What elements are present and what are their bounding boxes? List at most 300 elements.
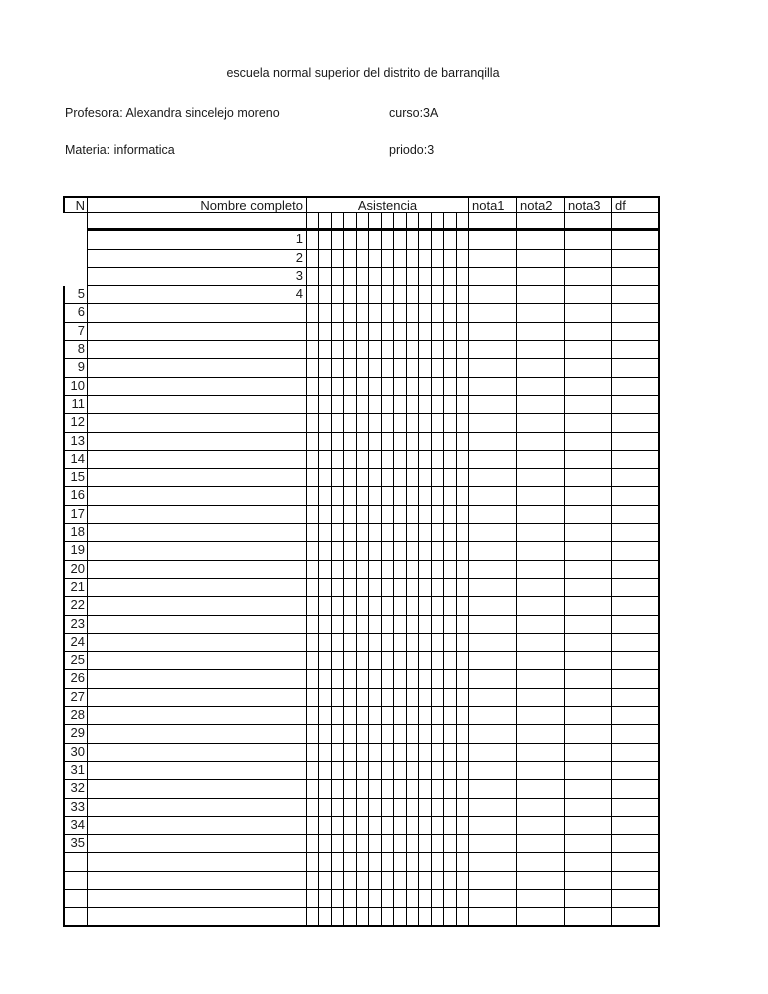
nota1-cell <box>469 359 517 377</box>
df-cell <box>612 341 660 359</box>
attendance-cell <box>369 250 381 268</box>
attendance-cell <box>457 762 469 780</box>
attendance-cell <box>357 487 369 505</box>
attendance-cell <box>307 250 319 268</box>
row-number-cell: 26 <box>63 670 88 688</box>
attendance-cell <box>432 414 444 432</box>
attendance-cell <box>407 561 419 579</box>
attendance-cell <box>432 597 444 615</box>
nota1-cell <box>469 286 517 304</box>
row-number-cell: 34 <box>63 817 88 835</box>
attendance-cell <box>369 268 381 286</box>
attendance-cell <box>419 799 431 817</box>
table-row <box>63 689 660 707</box>
table-row <box>63 323 660 341</box>
df-cell <box>612 506 660 524</box>
row-number-cell: 5 <box>63 286 88 304</box>
attendance-cell <box>382 799 394 817</box>
attendance-cell <box>319 268 331 286</box>
attendance-cells <box>307 872 469 890</box>
attendance-cell <box>319 506 331 524</box>
attendance-cell <box>332 597 344 615</box>
attendance-cell <box>394 652 406 670</box>
row-number-cell: 25 <box>63 652 88 670</box>
attendance-cell <box>307 634 319 652</box>
row-number-cell: 28 <box>63 707 88 725</box>
student-name-cell <box>88 652 307 670</box>
nota3-cell <box>565 396 612 414</box>
attendance-cell <box>432 469 444 487</box>
attendance-cell <box>382 707 394 725</box>
attendance-cell <box>344 780 356 798</box>
attendance-cell <box>319 652 331 670</box>
nota3-cell <box>565 506 612 524</box>
row-number-cell: 11 <box>63 396 88 414</box>
table-row <box>63 725 660 743</box>
attendance-cell <box>357 908 369 926</box>
nota3-cell <box>565 616 612 634</box>
attendance-cell <box>444 378 456 396</box>
attendance-cell <box>382 250 394 268</box>
attendance-cell <box>457 652 469 670</box>
table-row <box>63 799 660 817</box>
student-name-cell <box>88 744 307 762</box>
attendance-cell <box>344 872 356 890</box>
attendance-cell <box>444 506 456 524</box>
attendance-cell <box>357 414 369 432</box>
attendance-cell <box>407 872 419 890</box>
attendance-cell <box>369 597 381 615</box>
attendance-cell <box>382 378 394 396</box>
student-name-cell <box>88 304 307 322</box>
attendance-cell <box>344 451 356 469</box>
student-name-cell <box>88 433 307 451</box>
attendance-cell <box>432 908 444 926</box>
df-cell <box>612 908 660 926</box>
row-number-cell: 23 <box>63 616 88 634</box>
nota3-cell <box>565 469 612 487</box>
attendance-cell <box>307 616 319 634</box>
row-number-cell: 32 <box>63 780 88 798</box>
student-name-cell: 1 <box>88 231 307 249</box>
nota1-cell <box>469 561 517 579</box>
nota1-cell <box>469 250 517 268</box>
attendance-cell <box>457 451 469 469</box>
attendance-cell <box>407 670 419 688</box>
attendance-cells <box>307 524 469 542</box>
nota2-cell <box>517 908 565 926</box>
attendance-cell <box>457 433 469 451</box>
attendance-cell <box>419 378 431 396</box>
attendance-cell <box>357 853 369 871</box>
attendance-cell <box>457 817 469 835</box>
attendance-cell <box>444 762 456 780</box>
attendance-cell <box>332 579 344 597</box>
attendance-cell <box>407 213 419 231</box>
attendance-cell <box>332 616 344 634</box>
table-row <box>63 359 660 377</box>
nota2-cell <box>517 286 565 304</box>
attendance-cell <box>382 597 394 615</box>
nota3-cell <box>565 744 612 762</box>
attendance-cell <box>382 744 394 762</box>
nota2-cell <box>517 487 565 505</box>
table-row <box>63 396 660 414</box>
attendance-cell <box>394 908 406 926</box>
attendance-cell <box>432 725 444 743</box>
attendance-cell <box>307 853 319 871</box>
attendance-cell <box>307 231 319 249</box>
attendance-cell <box>369 286 381 304</box>
nota2-cell <box>517 762 565 780</box>
attendance-cell <box>307 597 319 615</box>
attendance-cell <box>394 359 406 377</box>
attendance-cell <box>357 689 369 707</box>
attendance-cell <box>344 817 356 835</box>
attendance-cell <box>332 670 344 688</box>
attendance-cell <box>307 304 319 322</box>
df-cell <box>612 634 660 652</box>
attendance-cell <box>457 872 469 890</box>
attendance-cell <box>432 872 444 890</box>
nota3-cell <box>565 304 612 322</box>
attendance-cell <box>319 359 331 377</box>
attendance-cell <box>444 872 456 890</box>
attendance-cell <box>419 616 431 634</box>
attendance-cell <box>307 542 319 560</box>
attendance-cell <box>382 561 394 579</box>
attendance-cell <box>419 323 431 341</box>
df-cell <box>612 725 660 743</box>
attendance-cell <box>332 762 344 780</box>
student-name-cell <box>88 396 307 414</box>
attendance-cell <box>407 378 419 396</box>
attendance-cell <box>407 689 419 707</box>
attendance-cell <box>357 634 369 652</box>
attendance-cell <box>382 506 394 524</box>
attendance-cell <box>307 817 319 835</box>
row-number-cell: 21 <box>63 579 88 597</box>
attendance-cell <box>394 231 406 249</box>
attendance-cell <box>307 725 319 743</box>
table-row <box>63 616 660 634</box>
attendance-cell <box>457 725 469 743</box>
df-cell <box>612 890 660 908</box>
attendance-cell <box>394 670 406 688</box>
df-cell <box>612 872 660 890</box>
row-number-cell: 12 <box>63 414 88 432</box>
nota1-cell <box>469 707 517 725</box>
df-cell <box>612 323 660 341</box>
attendance-cell <box>407 487 419 505</box>
student-name-cell <box>88 616 307 634</box>
row-number-cell: 10 <box>63 378 88 396</box>
attendance-cell <box>344 689 356 707</box>
attendance-cell <box>432 670 444 688</box>
attendance-cell <box>444 652 456 670</box>
attendance-cell <box>432 689 444 707</box>
attendance-cell <box>444 524 456 542</box>
student-name-cell <box>88 799 307 817</box>
attendance-cell <box>357 725 369 743</box>
attendance-cell <box>407 817 419 835</box>
attendance-cells <box>307 597 469 615</box>
attendance-cell <box>432 231 444 249</box>
attendance-cell <box>407 268 419 286</box>
attendance-cell <box>382 414 394 432</box>
attendance-cell <box>369 359 381 377</box>
attendance-cell <box>382 433 394 451</box>
attendance-cell <box>444 908 456 926</box>
nota1-cell <box>469 433 517 451</box>
nota2-cell <box>517 817 565 835</box>
nota1-cell <box>469 872 517 890</box>
student-name-cell <box>88 890 307 908</box>
table-row <box>63 670 660 688</box>
attendance-cell <box>382 542 394 560</box>
df-cell <box>612 268 660 286</box>
attendance-cell <box>444 689 456 707</box>
nota3-cell <box>565 670 612 688</box>
attendance-cell <box>419 213 431 231</box>
attendance-cell <box>369 780 381 798</box>
header-nota2-cell: nota2 <box>517 196 565 213</box>
nota2-cell <box>517 561 565 579</box>
nota3-cell <box>565 908 612 926</box>
attendance-cell <box>444 304 456 322</box>
attendance-cell <box>382 689 394 707</box>
attendance-cell <box>382 853 394 871</box>
student-name-cell <box>88 762 307 780</box>
attendance-cell <box>444 341 456 359</box>
attendance-cell <box>407 323 419 341</box>
attendance-cell <box>344 396 356 414</box>
attendance-cell <box>332 359 344 377</box>
attendance-cell <box>307 835 319 853</box>
attendance-cell <box>419 396 431 414</box>
df-cell <box>612 451 660 469</box>
nota3-cell <box>565 286 612 304</box>
df-cell <box>612 744 660 762</box>
attendance-cell <box>369 469 381 487</box>
attendance-cell <box>369 908 381 926</box>
nota3-cell <box>565 780 612 798</box>
attendance-cell <box>432 762 444 780</box>
attendance-cell <box>369 835 381 853</box>
attendance-cell <box>444 744 456 762</box>
nota2-cell <box>517 213 565 231</box>
table-row <box>63 561 660 579</box>
attendance-cell <box>307 744 319 762</box>
attendance-cell <box>332 341 344 359</box>
attendance-cell <box>319 323 331 341</box>
attendance-cell <box>332 780 344 798</box>
nota3-cell <box>565 341 612 359</box>
nota3-cell <box>565 433 612 451</box>
attendance-cell <box>432 250 444 268</box>
attendance-cell <box>357 433 369 451</box>
table-row <box>63 762 660 780</box>
df-cell <box>612 762 660 780</box>
attendance-cell <box>419 597 431 615</box>
nota1-cell <box>469 451 517 469</box>
grade-table <box>63 196 660 927</box>
attendance-cells <box>307 725 469 743</box>
attendance-cell <box>457 707 469 725</box>
attendance-cell <box>382 396 394 414</box>
attendance-cell <box>394 304 406 322</box>
table-row <box>63 890 660 908</box>
nota3-cell <box>565 597 612 615</box>
table-row <box>63 835 660 853</box>
nota2-cell <box>517 304 565 322</box>
nota1-cell <box>469 506 517 524</box>
nota3-cell <box>565 542 612 560</box>
nota1-cell <box>469 268 517 286</box>
attendance-cell <box>332 689 344 707</box>
attendance-cell <box>457 561 469 579</box>
attendance-cell <box>319 231 331 249</box>
attendance-cell <box>394 707 406 725</box>
attendance-cell <box>307 762 319 780</box>
attendance-cell <box>319 616 331 634</box>
row-number-cell <box>63 872 88 890</box>
nota3-cell <box>565 707 612 725</box>
attendance-cell <box>407 396 419 414</box>
table-row <box>63 231 660 249</box>
attendance-cell <box>319 579 331 597</box>
student-name-cell <box>88 341 307 359</box>
attendance-cell <box>457 396 469 414</box>
attendance-cell <box>369 524 381 542</box>
student-name-cell <box>88 451 307 469</box>
attendance-cell <box>407 433 419 451</box>
table-row <box>63 853 660 871</box>
attendance-cells <box>307 762 469 780</box>
attendance-cell <box>369 341 381 359</box>
attendance-cell <box>419 542 431 560</box>
attendance-cell <box>444 835 456 853</box>
attendance-cell <box>432 634 444 652</box>
attendance-cell <box>369 487 381 505</box>
nota1-cell <box>469 414 517 432</box>
nota3-cell <box>565 835 612 853</box>
attendance-cell <box>319 634 331 652</box>
df-cell <box>612 707 660 725</box>
attendance-cell <box>419 908 431 926</box>
attendance-cell <box>457 268 469 286</box>
nota3-cell <box>565 414 612 432</box>
attendance-cell <box>307 286 319 304</box>
attendance-cell <box>394 414 406 432</box>
attendance-cell <box>357 744 369 762</box>
attendance-cell <box>344 359 356 377</box>
attendance-cell <box>432 378 444 396</box>
attendance-cell <box>432 817 444 835</box>
attendance-cell <box>419 487 431 505</box>
student-name-cell <box>88 908 307 926</box>
attendance-cell <box>344 323 356 341</box>
attendance-cell <box>407 725 419 743</box>
attendance-cell <box>432 799 444 817</box>
nota2-cell <box>517 634 565 652</box>
attendance-cell <box>369 799 381 817</box>
nota1-cell <box>469 469 517 487</box>
attendance-cell <box>357 524 369 542</box>
attendance-cells <box>307 341 469 359</box>
attendance-cell <box>332 652 344 670</box>
attendance-cell <box>457 634 469 652</box>
attendance-cell <box>307 323 319 341</box>
nota2-cell <box>517 396 565 414</box>
attendance-cell <box>444 579 456 597</box>
student-name-cell <box>88 634 307 652</box>
nota1-cell <box>469 780 517 798</box>
df-cell <box>612 231 660 249</box>
attendance-cell <box>357 378 369 396</box>
table-row <box>63 780 660 798</box>
attendance-cell <box>407 634 419 652</box>
attendance-cell <box>444 414 456 432</box>
attendance-cell <box>332 231 344 249</box>
attendance-cells <box>307 579 469 597</box>
attendance-cell <box>419 670 431 688</box>
attendance-cell <box>444 323 456 341</box>
attendance-cell <box>457 853 469 871</box>
attendance-cell <box>344 341 356 359</box>
attendance-cell <box>457 689 469 707</box>
attendance-cell <box>394 689 406 707</box>
attendance-cell <box>432 542 444 560</box>
attendance-cell <box>344 670 356 688</box>
attendance-cell <box>457 780 469 798</box>
attendance-cell <box>344 616 356 634</box>
attendance-cell <box>407 744 419 762</box>
attendance-cell <box>457 908 469 926</box>
attendance-cell <box>319 853 331 871</box>
attendance-cell <box>394 378 406 396</box>
attendance-cell <box>457 469 469 487</box>
attendance-cell <box>357 817 369 835</box>
attendance-cell <box>432 561 444 579</box>
student-name-cell <box>88 506 307 524</box>
nota2-cell <box>517 378 565 396</box>
attendance-cell <box>407 908 419 926</box>
attendance-cells <box>307 433 469 451</box>
attendance-cell <box>332 469 344 487</box>
row-number-cell: 7 <box>63 323 88 341</box>
nota1-cell <box>469 908 517 926</box>
attendance-cell <box>307 872 319 890</box>
attendance-cell <box>357 670 369 688</box>
student-name-cell <box>88 689 307 707</box>
attendance-cells <box>307 670 469 688</box>
table-row <box>63 744 660 762</box>
nota2-cell <box>517 652 565 670</box>
attendance-cell <box>344 597 356 615</box>
attendance-cell <box>394 579 406 597</box>
row-number-cell <box>63 268 88 286</box>
attendance-cell <box>307 213 319 231</box>
attendance-cell <box>307 378 319 396</box>
student-name-cell <box>88 725 307 743</box>
attendance-cells <box>307 744 469 762</box>
attendance-cells <box>307 817 469 835</box>
course-line: curso:3A <box>389 106 439 120</box>
attendance-cell <box>369 579 381 597</box>
attendance-cell <box>444 707 456 725</box>
table-row <box>63 579 660 597</box>
